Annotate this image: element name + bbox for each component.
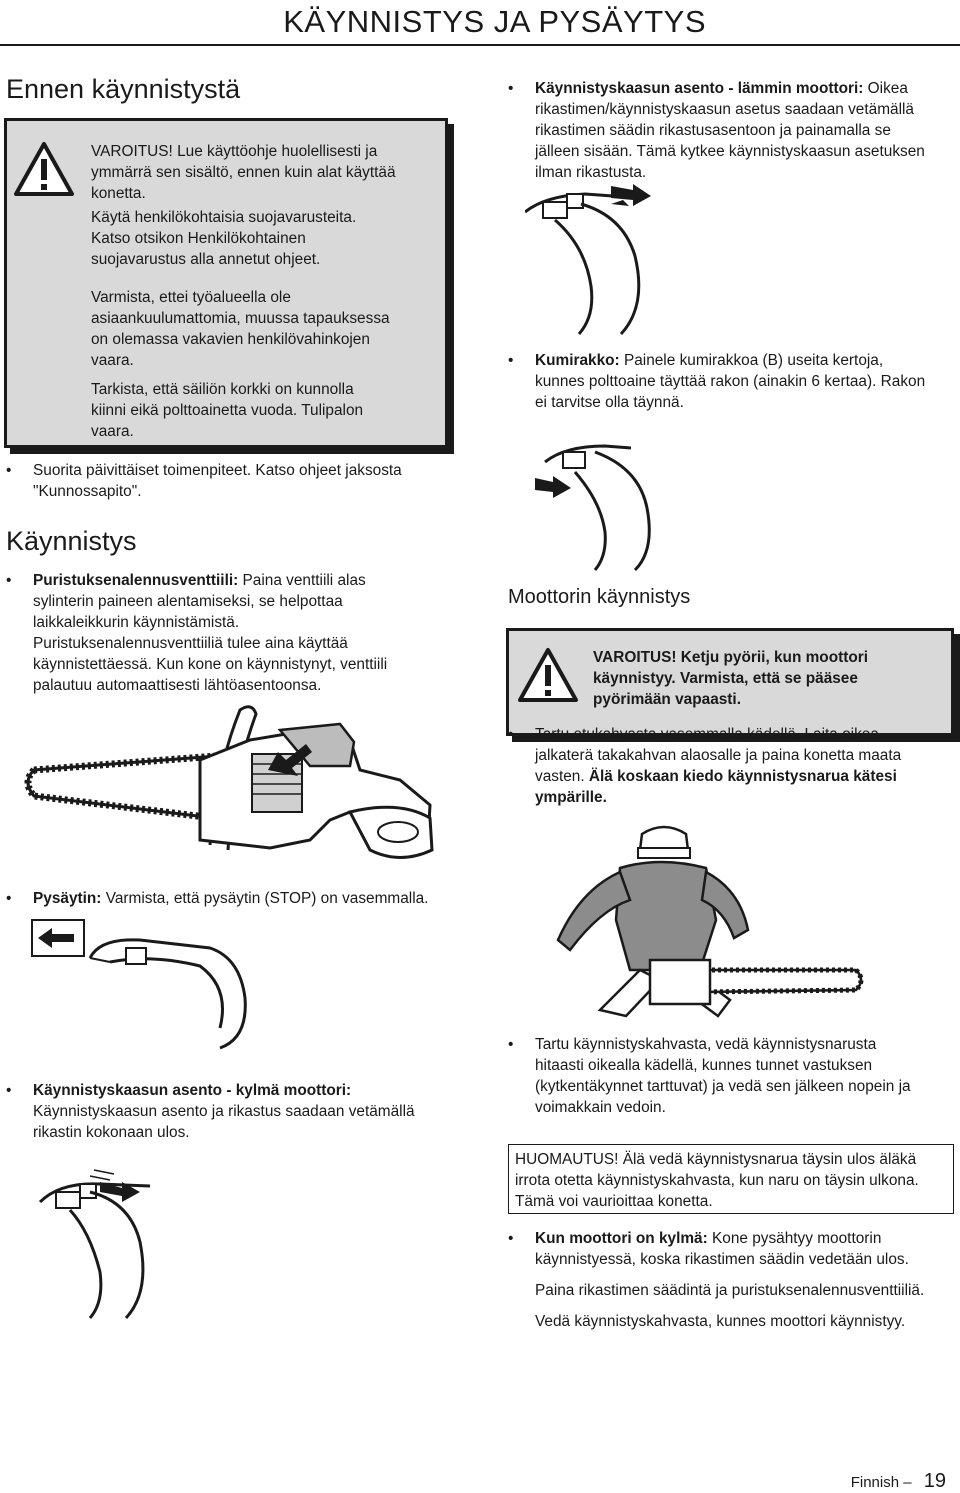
- page-footer: [851, 1470, 946, 1493]
- warning-line: VAROITUS! Ketju pyörii, kun moottori: [593, 649, 869, 666]
- bullet-line: rikastimen säädin rikastusasentoon ja painamalla se: [535, 122, 891, 139]
- bullet-line: Tartu etukahvasta vasemmalla kädellä. Laita oikea: [535, 726, 879, 743]
- bullet-dot: •: [508, 1230, 514, 1247]
- notice-line: irrota otetta käynnistyskahvasta, kun naru on täysin ulkona.: [515, 1172, 919, 1189]
- warning-chain-paragraph: [593, 647, 868, 710]
- bullet-line: "Kunnossapito".: [33, 483, 142, 500]
- warning-paragraph: [91, 141, 396, 204]
- bullet-line: Suorita päivittäiset toimenpiteet. Katso ohjeet jaksosta: [33, 462, 402, 479]
- warning-box: [4, 118, 448, 448]
- bullet-line: Tartu käynnistyskahvasta, vedä käynnistysnarusta: [535, 1036, 877, 1053]
- page-title: KÄYNNISTYS JA PYSÄYTYS: [283, 4, 706, 39]
- choke-cold-illustration: [30, 1162, 230, 1322]
- page-number: 19: [923, 1470, 946, 1492]
- bullet-line: rikastin kokonaan ulos.: [33, 1124, 190, 1141]
- warning-line: on olemassa vakavien henkilövahinkojen: [91, 331, 370, 348]
- bullet-dot: •: [6, 572, 12, 589]
- bullet-line: kunnes polttoaine täyttää rakon (ainakin 6 kertaa). Rakon: [535, 373, 926, 390]
- warning-line: VAROITUS! Lue käyttöohje huolellisesti ja: [91, 143, 378, 160]
- operator-starting-illustration: [530, 820, 870, 1020]
- bullet-dot: •: [508, 352, 514, 369]
- bullet-line: Puristuksenalennusventtiiliä tulee aina käyttää: [33, 635, 348, 652]
- bullet-line: vasten.: [535, 768, 585, 785]
- bullet-dot: •: [6, 1082, 12, 1099]
- bullet-line: jalkaterä takakahvan alaosalle ja paina konetta maata: [535, 747, 902, 764]
- bullet-dot: •: [6, 462, 12, 479]
- warning-line: Katso otsikon Henkilökohtainen: [91, 230, 306, 247]
- bullet-line: ei tarvitse olla täynnä.: [535, 394, 684, 411]
- warning-line: ymmärrä sen sisältö, ennen kuin alat käyttää: [91, 164, 396, 181]
- bullet-dot: •: [6, 890, 12, 907]
- warning-box-chain: [506, 628, 954, 736]
- notice-line: Tämä voi vaurioittaa konetta.: [515, 1193, 713, 1210]
- chainsaw-illustration: [20, 700, 460, 875]
- bullet-line: käynnistettäessä. Kun kone on käynnistynyt, venttiili: [33, 656, 388, 673]
- bullet-text: Oikea: [863, 80, 908, 97]
- bullet-text: Kone pysähtyy moottorin: [707, 1230, 882, 1247]
- warning-line: pyörimään vapaasti.: [593, 691, 741, 708]
- section-title-before-start: Ennen käynnistystä: [6, 74, 241, 104]
- bullet-text: Painele kumirakkoa (B) useita kertoja,: [619, 352, 884, 369]
- warning-line: vaara.: [91, 352, 134, 369]
- warning-triangle-icon: [517, 647, 579, 703]
- warning-line: suojavarustus alla annetut ohjeet.: [91, 251, 321, 268]
- bullet-line: Käynnistyskaasun asento ja rikastus saadaan vetämällä: [33, 1103, 415, 1120]
- bullet-text: Varmista, että pysäytin (STOP) on vasemmalla.: [101, 890, 429, 907]
- warning-line: Tarkista, että säiliön korkki on kunnolla: [91, 381, 354, 398]
- warning-line: Käytä henkilökohtaisia suojavarusteita.: [91, 209, 357, 226]
- bullet-lead: Käynnistyskaasun asento - lämmin moottori:: [535, 80, 864, 97]
- choke-warm-illustration: [525, 176, 675, 336]
- bullet-line: hitaasti oikealla kädellä, kunnes tunnet vastuksen: [535, 1057, 873, 1074]
- bullet-lead: Kumirakko:: [535, 352, 620, 369]
- page-header: [0, 0, 960, 52]
- warning-line: konetta.: [91, 185, 146, 202]
- warning-line: asiaankuulumattomia, muussa tapauksessa: [91, 310, 390, 327]
- arrow-icon: [535, 476, 571, 498]
- bullet-line: sylinterin paineen alentamiseksi, se helpottaa: [33, 593, 343, 610]
- header-rule: [0, 44, 960, 46]
- primer-bulb-illustration: [535, 432, 685, 572]
- section-title-starting: Käynnistys: [6, 526, 137, 556]
- bullet-bold-text: ympärille.: [535, 789, 607, 806]
- choke-press-paragraph: Paina rikastimen säädintä ja puristuksenalennusventtiiliä.: [535, 1282, 925, 1299]
- bullet-line: käynnistyessä, koska rikastimen säädin vedetään ulos.: [535, 1251, 909, 1268]
- notice-box: [508, 1144, 954, 1214]
- bullet-text: Paina venttiili alas: [238, 572, 366, 589]
- warning-triangle-icon: [13, 141, 75, 197]
- warning-fuel-paragraph: [91, 379, 363, 442]
- warning-line: kiinni eikä polttoainetta vuoda. Tulipalon: [91, 402, 364, 419]
- notice-line: HUOMAUTUS! Älä vedä käynnistysnarua täysin ulos äläkä: [515, 1151, 917, 1168]
- footer-language: Finnish: [850, 1474, 900, 1491]
- bullet-bold-text: Älä koskaan kiedo käynnistysnarua kätesi: [584, 768, 897, 785]
- warning-line: vaara.: [91, 423, 134, 440]
- bullet-lead: Puristuksenalennusventtiili:: [33, 572, 239, 589]
- pull-until-start-paragraph: Vedä käynnistyskahvasta, kunnes moottori käynnistyy.: [535, 1313, 906, 1330]
- bullet-line: rikastimen/käynnistyskaasun asetus saadaan vetämällä: [535, 101, 914, 118]
- bullet-dot: •: [508, 726, 514, 743]
- bullet-dot: •: [508, 1036, 514, 1053]
- bullet-line: palautuu automaattisesti lähtöasentoonsa.: [33, 677, 322, 694]
- bullet-line: laikkaleikkurin käynnistämistä.: [33, 614, 240, 631]
- warning-area-paragraph: [91, 287, 390, 371]
- warning-line: Varmista, ettei työalueella ole: [91, 289, 291, 306]
- bullet-dot: •: [508, 80, 514, 97]
- section-title-engine-start: Moottorin käynnistys: [508, 586, 691, 608]
- warning-line: käynnistyy. Varmista, että se pääsee: [593, 670, 858, 687]
- bullet-line: ilman rikastusta.: [535, 164, 647, 181]
- bullet-lead: Pysäytin:: [33, 890, 102, 907]
- bullet-line: voimakkain vedoin.: [535, 1099, 666, 1116]
- bullet-lead: Käynnistyskaasun asento - kylmä moottori:: [33, 1082, 352, 1099]
- bullet-lead: Kun moottori on kylmä:: [535, 1230, 708, 1247]
- bullet-line: (kytkentäkynnet tarttuvat) ja vedä sen jälkeen nopein ja: [535, 1078, 911, 1095]
- bullet-line: jälleen sisään. Tämä kytkee käynnistyskaasun asetuksen: [535, 143, 925, 160]
- stop-switch-illustration: [30, 918, 260, 1053]
- warning-ppe-paragraph: [91, 207, 356, 270]
- footer-divider: –: [903, 1474, 912, 1491]
